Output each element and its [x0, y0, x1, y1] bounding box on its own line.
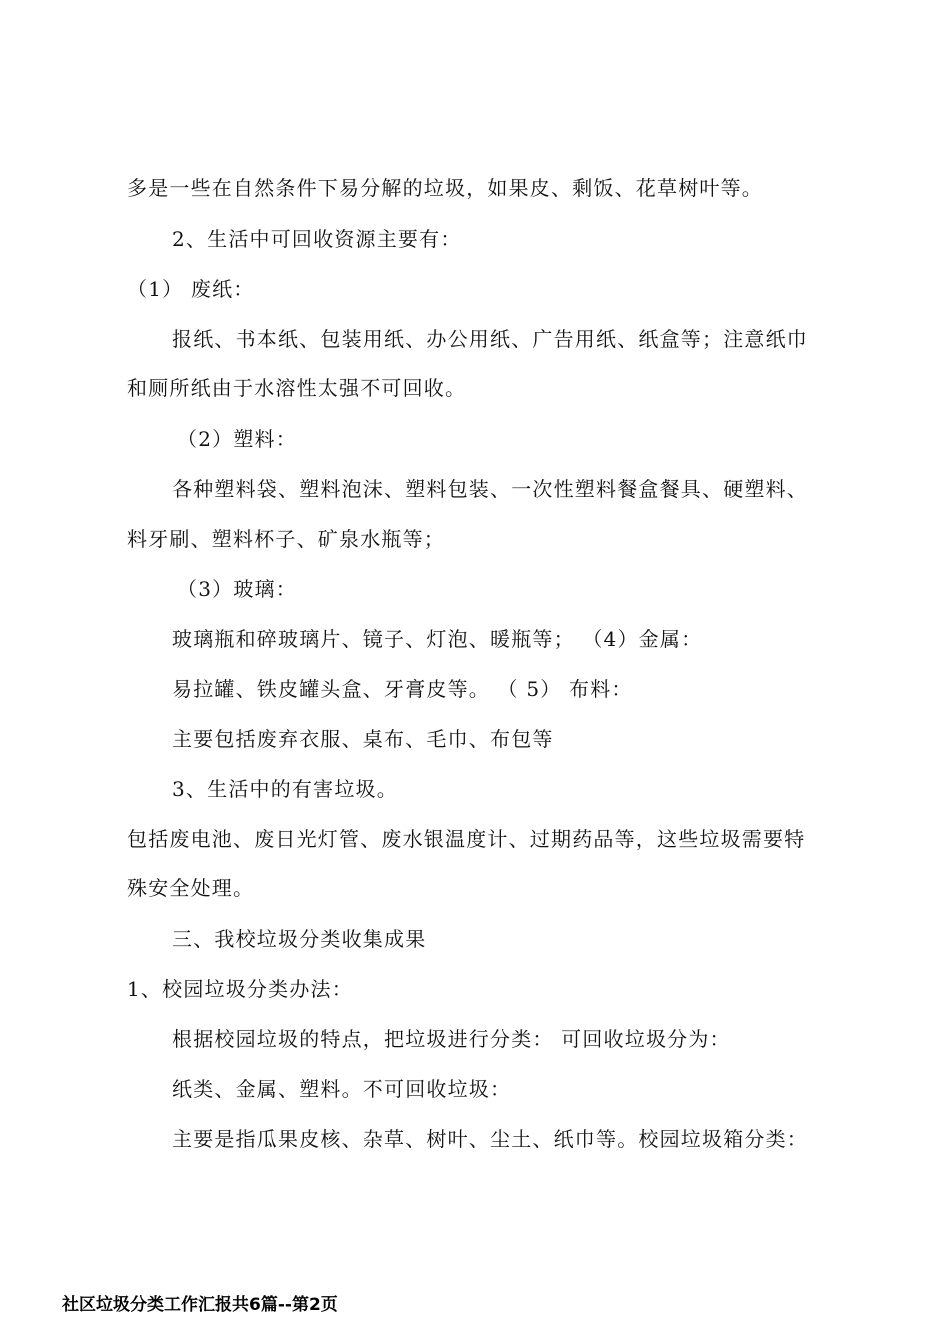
text-line: 纸类、金属、塑料。不可回收垃圾： — [172, 1077, 512, 1101]
text-line: 各种塑料袋、塑料泡沫、塑料包装、一次性塑料餐盒餐具、硬塑料、 — [172, 477, 808, 501]
text-line: 殊安全处理。 — [127, 876, 255, 900]
section-heading: 3、生活中的有害垃圾。 — [172, 777, 398, 801]
section-heading: 三、我校垃圾分类收集成果 — [172, 927, 427, 951]
text-line: 和厕所纸由于水溶性太强不可回收。 — [127, 376, 467, 400]
subsection-heading: 1、校园垃圾分类办法： — [127, 977, 353, 1001]
subsection-heading: （1） 废纸： — [127, 277, 255, 301]
text-line: 易拉罐、铁皮罐头盒、牙膏皮等。 （ 5） 布料： — [172, 677, 633, 701]
page-footer: 社区垃圾分类工作汇报共6篇--第2页 — [62, 1295, 338, 1315]
text-line: 主要是指瓜果皮核、杂草、树叶、尘土、纸巾等。校园垃圾箱分类： — [172, 1127, 808, 1151]
text-line: 主要包括废弃衣服、桌布、毛巾、布包等 — [172, 727, 554, 751]
subsection-heading: （3）玻璃： — [177, 577, 297, 601]
text-line: 料牙刷、塑料杯子、矿泉水瓶等； — [127, 527, 445, 551]
section-heading: 2、生活中可回收资源主要有： — [172, 227, 462, 251]
text-line: 多是一些在自然条件下易分解的垃圾，如果皮、剩饭、花草树叶等。 — [127, 176, 763, 200]
text-line: 包括废电池、废日光灯管、废水银温度计、过期药品等，这些垃圾需要特 — [127, 827, 806, 851]
text-line: 根据校园垃圾的特点，把垃圾进行分类： 可回收垃圾分为： — [172, 1027, 731, 1051]
text-line: 玻璃瓶和碎玻璃片、镜子、灯泡、暖瓶等； （4）金属： — [172, 627, 703, 651]
subsection-heading: （2）塑料： — [177, 427, 297, 451]
text-line: 报纸、书本纸、包装用纸、办公用纸、广告用纸、纸盒等；注意纸巾 — [172, 327, 808, 351]
